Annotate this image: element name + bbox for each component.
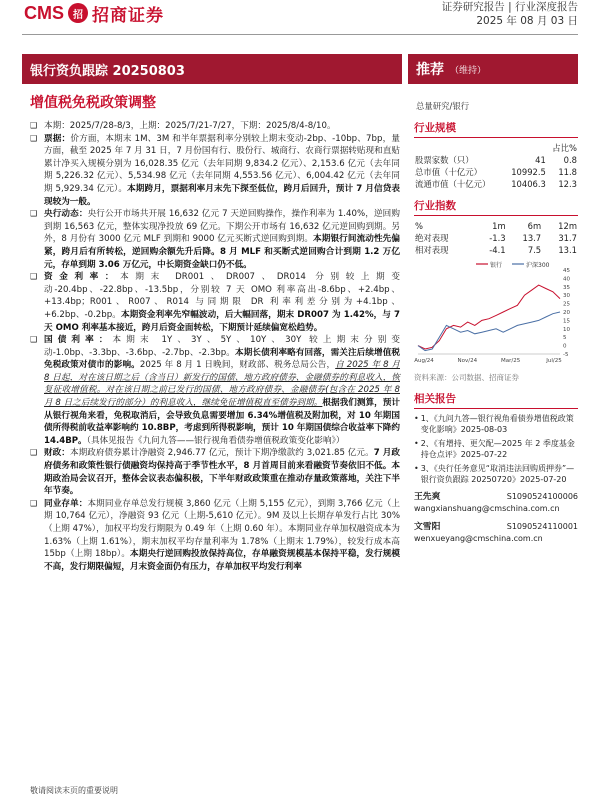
scale-table [414, 142, 578, 190]
logo-cn: 招商证券 [92, 5, 164, 26]
table-header-cell: % [415, 221, 423, 231]
table-cell: 相对表现 [415, 245, 449, 255]
page-title: 增值税免税政策调整 [30, 95, 156, 111]
paragraph [30, 133, 400, 209]
table-cell: -1.3 [489, 233, 506, 243]
table-row [414, 166, 578, 178]
related-title: 相关报告 [414, 391, 578, 409]
logo-cms: CMS [24, 2, 64, 23]
paragraph [30, 498, 400, 574]
series-title: 银行资负跟踪 20250803 [22, 54, 402, 84]
bullet-icon: ❑ [30, 209, 38, 219]
paragraph [30, 208, 400, 271]
y-tick-label: 25 [563, 301, 570, 308]
paragraph [30, 120, 400, 133]
table-row [414, 178, 578, 190]
series-line [418, 285, 560, 349]
author-license: S1090524100006 [506, 492, 578, 501]
text-run: 自 2025 年 8 月 8 日起，对在该日期之后（含当日）新发行的国债、地方政府债券、金融债券的利息收入，恢复征收增值税。对在该日期之前已发行的国债、地方政府债券、金融债券(包含在 2025 年 8 月 8 日之后续发行的部分）的利息收入，继续免征增值税直至债券到期。 [44, 360, 400, 409]
table-cell: 总市值（十亿元） [415, 167, 482, 177]
logo-mark: 招 [68, 3, 88, 23]
text-run: 资金利率： [44, 272, 121, 283]
author [414, 521, 578, 545]
index-section-title: 行业指数 [414, 198, 578, 216]
text-run: 票据： [44, 133, 71, 144]
text-run: 央行公开市场共开展 16,632 亿元 7 天逆回购操作，操作利率为 1.40%，逆回购到期 16,563 亿元，整体实现净投放 69 亿元。下期公开市场有 16,632 亿元逆回购到期。另外，8 月份有 3000 亿元 MLF 到期和 9000 亿元买断式逆回购到期。 [44, 209, 400, 245]
table-cell: 13.1 [558, 245, 577, 255]
text-run: 本期银行间流动性先偏紧，跨月后有所转松，逆回购余额先升后降。8 月 MLF 和买断式逆回购合计到期 1.2 万亿元，存单到期 3.06 万亿元，中长期资金缺口仍不低。 [44, 234, 400, 270]
y-tick-label: 15 [563, 318, 570, 325]
bullet-icon: • [414, 414, 419, 423]
x-tick-label: Mar/25 [501, 358, 521, 364]
table-row [414, 232, 578, 244]
bullet-icon: • [414, 464, 419, 473]
y-tick-label: 0 [563, 343, 567, 350]
table-header-cell: 6m [527, 221, 542, 231]
sidebar [414, 92, 578, 545]
table-cell: 绝对表现 [415, 233, 449, 243]
table-cell: 10406.3 [511, 179, 546, 189]
table-cell: 11.8 [558, 167, 577, 177]
author-email[interactable]: wangxianshuang@cmschina.com.cn [414, 504, 560, 513]
table-row [414, 154, 578, 166]
text-run: 本期资金利率先窄幅波动，后大幅回落，期末 DR007 为 1.42%，与 7 天 OMO 利率基本接近，跨月后资金面转松，下期预计延续偏宽松趋势。 [44, 309, 401, 333]
scale-col: 占比% [552, 143, 577, 153]
table-cell: 12.3 [558, 179, 577, 189]
author-name: 王先爽 [414, 492, 441, 502]
author-email[interactable]: wenxueyang@cmschina.com.cn [414, 534, 543, 543]
table-cell: 31.7 [558, 233, 577, 243]
table-row [414, 244, 578, 256]
text-run: 价方面，本期末 1M、3M 和半年票据利率分别较上期末变动-2bp、-10bp、7bp，量方面，截至 2025 年 7 月 31 日，7 月份国有行、股份行、城商行、农商行票据转贴现和直贴累计净买入规模分别为 16,028.35 亿元（去年同期 9,834.2 亿元）、2,153.6 亿元（去年同期 5,226.32 亿元）、5,534.98 亿元（去年同期 4,553.56 亿元）、6,004.42 亿元（去年同期 5,929.34 亿元）。 [44, 133, 400, 194]
paragraph [30, 447, 400, 497]
doc-type: 证券研究报告 | 行业深度报告 [441, 1, 578, 13]
bullet-icon: ❑ [30, 448, 38, 458]
y-tick-label: 30 [563, 293, 570, 300]
header-divider [22, 34, 578, 35]
y-tick-label: 40 [563, 276, 570, 283]
legend-label-hs300: 沪深300 [526, 262, 550, 269]
table-cell: 股票家数（只） [415, 155, 474, 165]
y-tick-label: 20 [563, 310, 570, 316]
scale-section-title: 行业规模 [414, 120, 578, 138]
chart-svg [414, 260, 578, 370]
x-tick-label: Aug/24 [414, 358, 434, 364]
bullet-icon: ❑ [30, 121, 38, 130]
text-run: 根据我们测算，预计从银行视角来看，免税取消后，会导致负息需要增加 6.34%增值税及附加税，对 10 年期国债所得税前收益率影响约 10.8BP，考虑到所得税影响，预计 10 年期国债综合收益率下降约 14.4BP。 [44, 398, 400, 446]
y-tick-label: 35 [563, 284, 570, 291]
related-report[interactable] [414, 413, 578, 435]
text-run: 央行动态： [44, 209, 88, 220]
table-cell: 0.8 [563, 155, 577, 165]
analyst-team: 总量研究/银行 [416, 101, 470, 111]
title-banner [22, 54, 578, 84]
text-run: 国债利率： [44, 335, 113, 346]
y-tick-label: 5 [563, 335, 567, 342]
x-tick-label: Jul/25 [546, 358, 562, 364]
paragraph [30, 271, 400, 334]
related-report-text: 2、《有增持、更欠配—2025 年 2 季度基金持仓点评》2025-07-22 [420, 439, 575, 459]
legend-label-bank: 银行 [490, 262, 503, 269]
text-run: （具体见报告《九问九答——银行视角看债券增值税政策变化影响》） [86, 435, 345, 446]
bullet-icon: ❑ [30, 272, 38, 282]
table-header-cell: 12m [558, 221, 577, 231]
table-cell: 41 [535, 155, 546, 165]
index-table [414, 220, 578, 256]
text-run: 2025 年 8 月 1 日晚间，财政部、税务总局公告， [139, 360, 336, 371]
related-list [414, 413, 578, 485]
text-run: 本期末 1Y、3Y、5Y、10Y、30Y 较上期末分别变动-1.0bp、-3.3bp、-3.6bp、-2.7bp、-2.3bp。 [44, 335, 400, 358]
bullet-icon: • [414, 439, 419, 448]
text-run: 同业存单： [44, 498, 88, 509]
author [414, 491, 578, 515]
related-report[interactable] [414, 438, 578, 460]
text-run: 本期央行逆回购投放保持高位，存单融资规模基本保持平稳，发行规模不高，发行期限偏短，月末资金面仍有压力，存单加权平均发行利率 [44, 549, 400, 572]
author-name: 文雪阳 [414, 522, 441, 532]
x-tick-label: Nov/24 [457, 358, 478, 364]
table-cell: 7.5 [527, 245, 542, 255]
text-run: 本期同业存单总发行规模 3,860 亿元（上期 5,155 亿元），到期 3,766 亿元（上期 10,764 亿元），净融资 93 亿元（上期-5,610 亿元）。9M 及以上长期存单发行占比 30%（上期 47%），加权平均发行期限为 0.49 年（上期 0.60 年）。本期同业存单加权融资成本为 1.63%（上期 1.61%），期末加权平均存量利率为 1.78%（上期末 1.79%），较发行成本高 15bp（上期 18bp）。 [44, 498, 400, 560]
y-tick-label: -5 [563, 352, 569, 358]
table-cell: 10992.5 [511, 167, 546, 177]
bullet-icon: ❑ [30, 335, 38, 345]
table-cell: -4.1 [489, 245, 506, 255]
text-run: 7 月政府债务和政策性银行债融资均保持高于季节性水平，8 月首周目前来看融资节奏依旧不低。本期政治局会议召开，整体会议表态偏积极，下半年财政政策重在推动存量政策落地，关注下半年节奏。 [44, 448, 400, 497]
author-license: S1090524110001 [506, 522, 578, 531]
report-date: 2025 年 08 月 03 日 [476, 15, 578, 27]
author-list [414, 491, 578, 545]
text-run: 财政： [44, 448, 70, 459]
text-run: 本期跨月，票据利率月末先下探至低位，跨月后回升，预计 7 月信贷表现较为一般。 [44, 183, 400, 207]
rating: 推荐 [416, 62, 444, 78]
rating-sub: （维持） [450, 65, 487, 76]
text-run: 本期末 DR001、DR007、DR014 分别较上期变动-20.4bp、-22.8bp、-13.5bp，分别较 7 天 OMO 利率高出-8.6bp、+2.4bp、+13.4bp；R001、R007、R014 与同期限 DR 利率利差分别为+4.1bp、+6.2bp、-0.2bp。 [44, 272, 400, 320]
brand-logo [24, 0, 164, 26]
footer-note: 敬请阅读末页的重要说明 [30, 786, 118, 795]
text-run: 本期政府债券累计净融资 2,946.77 亿元，预计下期净缴款约 3,021.85 亿元。 [69, 448, 374, 459]
rating-box [408, 54, 578, 84]
bullet-icon: ❑ [30, 498, 38, 508]
related-report-text: 1、《九问九答—银行视角看债券增值税政策变化影响》2025-08-03 [420, 414, 574, 434]
related-report-text: 3、《央行任务意见“取消违法回购质押券”—银行资负跟踪 20250720》2025-07-20 [420, 464, 575, 484]
table-cell: 流通市值（十亿元） [415, 179, 491, 189]
header-meta [442, 0, 578, 28]
chart-source: 资料来源：公司数据、招商证券 [414, 373, 519, 382]
index-chart [414, 260, 578, 370]
related-report[interactable] [414, 463, 578, 485]
text-run: 本期长债利率略有回落，需关注后续增值税免税政策对债市的影响。 [44, 347, 400, 371]
table-header-cell: 1m [492, 221, 506, 231]
bullet-icon: ❑ [30, 133, 38, 143]
y-tick-label: 45 [563, 268, 570, 274]
table-cell: 13.7 [522, 233, 542, 243]
series-line [418, 312, 560, 351]
y-tick-label: 10 [563, 326, 570, 333]
text-run: 本期：2025/7/28-8/3，上期：2025/7/21-7/27，下期：2025/8/4-8/10。 [44, 121, 336, 131]
paragraph [30, 334, 400, 447]
main-body [30, 120, 400, 573]
